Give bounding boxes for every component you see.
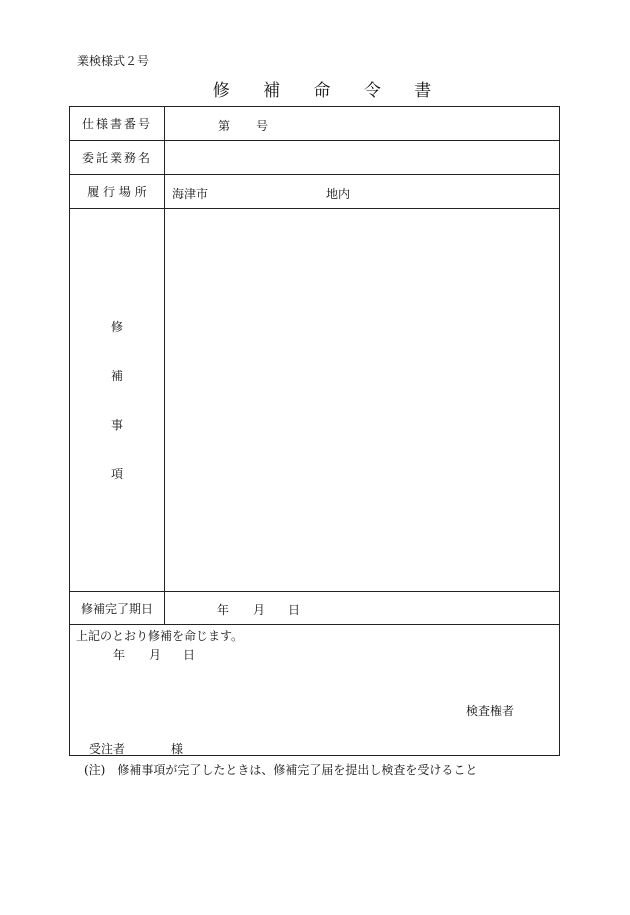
deadline-day: 日	[288, 603, 301, 617]
order-year: 年	[113, 648, 126, 662]
row-location	[70, 175, 559, 209]
row-spec-number	[70, 107, 559, 141]
order-day: 日	[183, 648, 196, 662]
row-deadline	[70, 592, 559, 625]
spec-number-prefix: 第	[218, 119, 231, 133]
deadline-month: 月	[253, 603, 266, 617]
location-field[interactable]	[165, 175, 559, 208]
repair-items-label-char: 項	[110, 467, 123, 481]
order-month: 月	[149, 648, 162, 662]
deadline-field[interactable]	[165, 592, 559, 624]
order-statement: 上記のとおり修補を命じます。	[76, 629, 244, 643]
order-section	[70, 625, 559, 755]
inspector-label: 検査権者	[466, 704, 515, 718]
repair-items-label	[70, 209, 165, 591]
spec-number-suffix: 号	[256, 119, 269, 133]
work-name-field[interactable]	[165, 141, 559, 174]
contractor-label: 受注者	[89, 742, 126, 756]
repair-items-label-char: 事	[110, 418, 123, 432]
repair-items-label-char: 補	[110, 369, 123, 383]
footnote: (注) 修補事項が完了したときは、修補完了届を提出し検査を受けること	[84, 763, 478, 777]
row-work-name	[70, 141, 559, 175]
form-number: 業検様式２号	[77, 54, 150, 68]
location-label: 履 行 場 所	[70, 175, 165, 208]
page-title: 修 補 命 令 書	[212, 81, 446, 101]
repair-items-field[interactable]	[165, 209, 559, 591]
repair-items-label-char: 修	[110, 320, 123, 334]
row-repair-items	[70, 209, 559, 592]
contractor-honorific: 様	[171, 742, 184, 756]
repair-order-form	[69, 106, 560, 756]
work-name-label: 委託業務名	[70, 141, 165, 174]
location-city: 海津市	[172, 187, 209, 201]
location-suffix: 地内	[326, 187, 351, 201]
spec-number-label: 仕様書番号	[70, 107, 165, 140]
deadline-year: 年	[217, 603, 230, 617]
spec-number-field[interactable]	[165, 107, 559, 140]
deadline-label: 修補完了期日	[70, 592, 165, 624]
